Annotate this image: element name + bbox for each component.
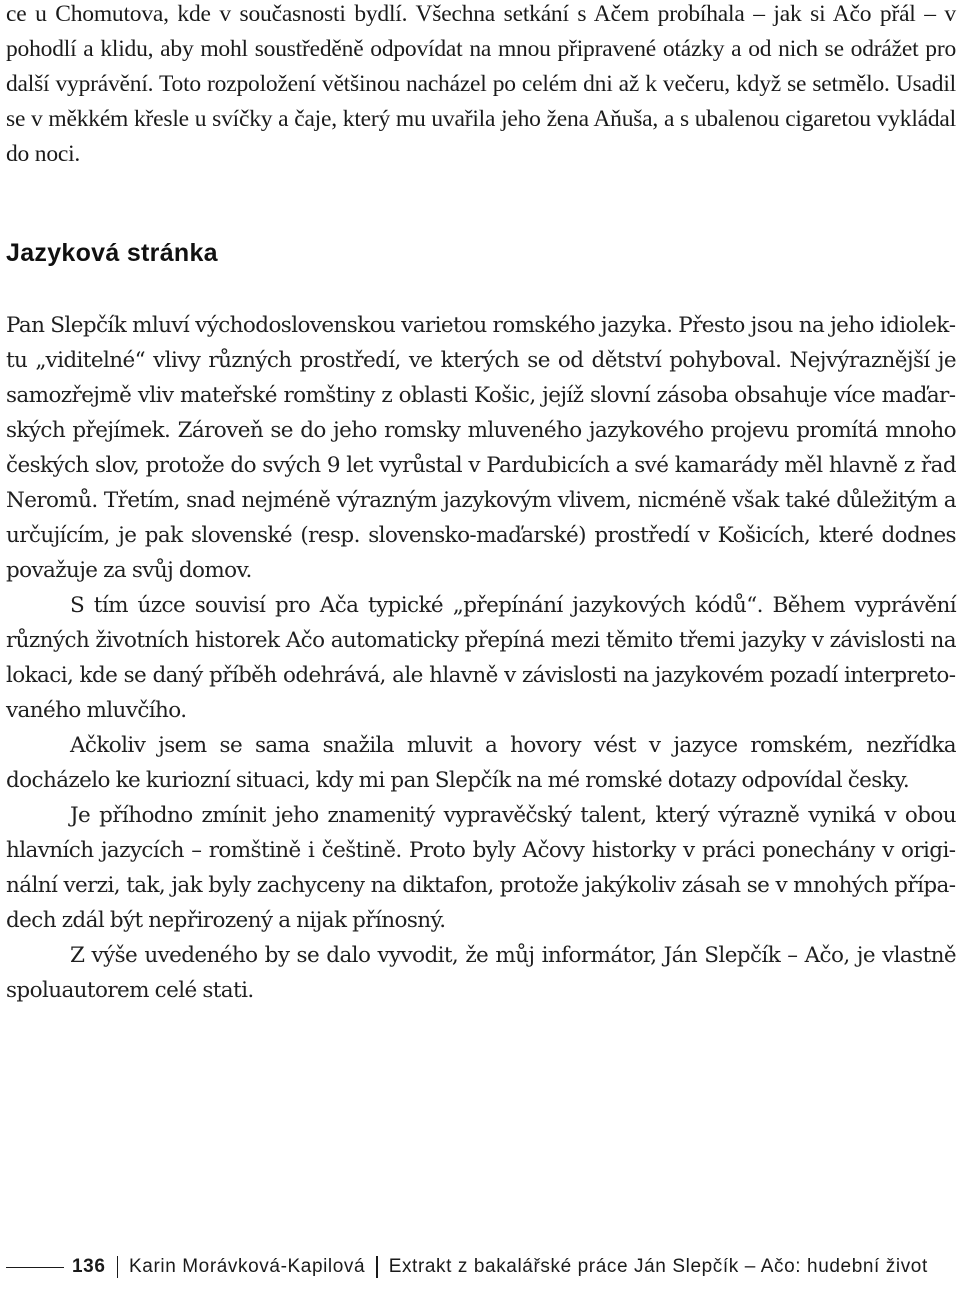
intro-paragraph: ce u Chomutova, kde v současnosti bydlí. Všechna setkání s Ačem probíhala – jak si Ačo přál – v pohodlí a klidu, aby mohl soustředěně odpovídat na mnou připravené otázky a od nich se odrážet pro další vyprávění. Toto rozpoložení většinou nacházel po celém dni až k večeru, když se setmělo. Usadil se v měkkém křesle u svíčky a čaje, který mu uvařila jeho žena Aňuša, a s ubalenou cigaretou vykládal do noci. xyxy=(6,1,956,167)
footer-rule xyxy=(6,1267,64,1268)
footer-separator xyxy=(376,1256,378,1278)
paragraph: Pan Slepčík mluví východoslovenskou varietou romského jazyka. Přesto jsou na jeho idiolektu „viditelné“ vlivy různých prostředí, ve kterých se od dětství pohyboval. Nejvýraznější je samozřejmě vliv mateřské romštiny z oblasti Košic, jejíž slovní zásoba obsahuje více maďarských přejímek. Zároveň se do jeho romsky mluveného jazykového projevu promítá mnoho českých slov, protože do svých 9 let vyrůstal v Pardubicích a své kamarády měl hlavně z řad Neromů. Třetím, snad nejméně výrazným jazykovým vlivem, nicméně však také důležitým a určujícím, je pak slovenské (resp. slovensko-maďarské) prostředí v Košicích, které dodnes považuje za svůj domov. xyxy=(6,313,956,583)
paragraph: S tím úzce souvisí pro Ača typické „přepínání jazykových kódů“. Během vyprávění různých životních historek Ačo automaticky přepíná mezi těmito třemi jazyky v závislosti na lokaci, kde se daný příběh odehrává, ale hlavně v závislosti na jazykovém pozadí interpretovaného mluvčího. xyxy=(6,593,956,723)
page-number: 136 xyxy=(72,1256,106,1277)
footer-author: Karin Morávková-Kapilová xyxy=(129,1256,366,1277)
paragraph: Ačkoliv jsem se sama snažila mluvit a hovory vést v jazyce romském, nezřídka docházelo ke kuriozní situaci, kdy mi pan Slepčík na mé romské dotazy odpovídal česky. xyxy=(6,733,956,793)
footer-separator xyxy=(117,1256,119,1278)
page-footer xyxy=(6,1252,956,1282)
paragraph: Je příhodno zmínit jeho znamenitý vypravěčský talent, který výrazně vyniká v obou hlavních jazycích – romštině i češtině. Proto byly Ačovy historky v práci ponechány v originální verzi, tak, jak byly zachyceny na diktafon, protože jakýkoliv zásah se v mnohých případech zdál být nepřirozený a nijak přínosný. xyxy=(6,803,956,933)
footer-title: Extrakt z bakalářské práce Ján Slepčík – Ačo: hudební život xyxy=(388,1256,928,1277)
section-heading: Jazyková stránka xyxy=(6,239,218,267)
section-body xyxy=(6,308,956,1008)
paragraph: Z výše uvedeného by se dalo vyvodit, že můj informátor, Ján Slepčík – Ačo, je vlastně spoluautorem celé stati. xyxy=(6,943,956,1003)
